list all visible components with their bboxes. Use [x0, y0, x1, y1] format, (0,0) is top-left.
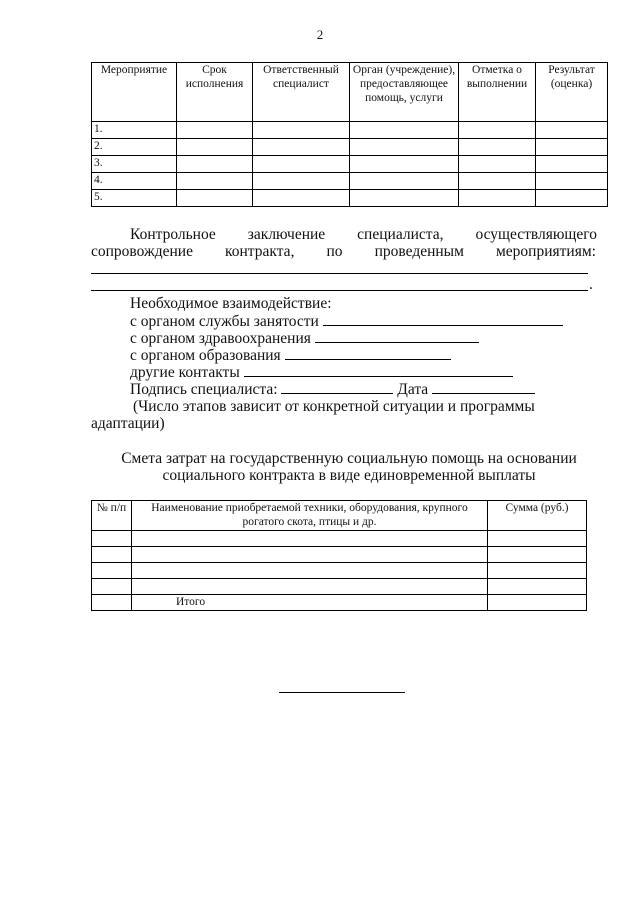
education-blank[interactable] — [285, 346, 451, 360]
header-number: № п/п — [92, 501, 132, 531]
estimate-header-row — [92, 501, 587, 531]
header-deadline: Срок исполнения — [177, 63, 253, 122]
row-number: 3. — [92, 156, 177, 173]
table-cell[interactable] — [132, 531, 488, 547]
header-activity: Мероприятие — [92, 63, 177, 122]
header-amount: Сумма (руб.) — [488, 501, 587, 531]
employment-row — [130, 312, 563, 330]
table-cell[interactable] — [177, 156, 253, 173]
table-row — [92, 139, 608, 156]
table-cell[interactable] — [350, 139, 459, 156]
conclusion-word: сопровождение — [91, 243, 193, 260]
page-number: 2 — [316, 27, 324, 42]
table-cell[interactable] — [459, 173, 536, 190]
header-item-name: Наименование приобретаемой техники, оборудования, крупного рогатого скота, птицы и др. — [132, 501, 488, 531]
table-cell[interactable] — [132, 547, 488, 563]
conclusion-word: по — [326, 243, 343, 260]
table-cell[interactable] — [177, 139, 253, 156]
conclusion-fill-line[interactable] — [91, 273, 588, 274]
estimate-title-line-2: социального контракта в виде единовременной выплаты — [162, 467, 536, 484]
signature-label: Подпись специалиста: — [130, 381, 278, 398]
table-cell[interactable] — [536, 139, 608, 156]
conclusion-word: заключение — [247, 226, 326, 243]
interaction-heading: Необходимое взаимодействие: — [130, 295, 332, 312]
table-cell[interactable] — [132, 579, 488, 595]
table-cell[interactable] — [253, 173, 350, 190]
other-contacts-blank[interactable] — [244, 363, 513, 377]
header-completion-mark: Отметка о выполнении — [459, 63, 536, 122]
table-cell[interactable] — [459, 122, 536, 139]
activities-table — [91, 62, 608, 207]
table-cell[interactable] — [488, 547, 587, 563]
table-cell[interactable] — [253, 156, 350, 173]
table-cell[interactable] — [350, 173, 459, 190]
employment-blank[interactable] — [323, 312, 563, 326]
total-row — [92, 595, 587, 611]
health-label: с органом здравоохранения — [130, 330, 311, 347]
activities-header-row — [92, 63, 608, 122]
conclusion-line-1 — [130, 226, 597, 243]
conclusion-word: специалиста, — [357, 226, 444, 243]
conclusion-word: контракта, — [225, 243, 295, 260]
signature-blank[interactable] — [281, 380, 393, 394]
other-contacts-row — [130, 363, 513, 381]
table-cell[interactable] — [132, 563, 488, 579]
conclusion-word: Контрольное — [130, 226, 216, 243]
table-row — [92, 579, 587, 595]
table-row — [92, 122, 608, 139]
conclusion-fill-line[interactable] — [91, 290, 588, 291]
table-cell[interactable] — [350, 190, 459, 207]
conclusion-line-2 — [91, 243, 596, 260]
total-amount-cell[interactable] — [488, 595, 587, 611]
conclusion-word: осуществляющего — [475, 226, 597, 243]
table-cell[interactable] — [253, 139, 350, 156]
table-cell[interactable] — [459, 156, 536, 173]
health-blank[interactable] — [315, 329, 479, 343]
table-row — [92, 173, 608, 190]
other-contacts-label: другие контакты — [130, 364, 240, 381]
table-cell[interactable] — [488, 531, 587, 547]
stages-note-line-2: адаптации) — [91, 415, 165, 432]
table-cell[interactable] — [253, 190, 350, 207]
header-result: Результат (оценка) — [536, 63, 608, 122]
estimate-table — [91, 500, 587, 611]
table-cell[interactable] — [488, 563, 587, 579]
header-responsible: Ответственный специалист — [253, 63, 350, 122]
table-cell[interactable] — [536, 156, 608, 173]
estimate-title-line-1: Смета затрат на государственную социальную помощь на основании — [121, 450, 577, 467]
header-organization: Орган (учреждение), предоставляющее помощь, услуги — [350, 63, 459, 122]
conclusion-word: проведенным — [374, 243, 464, 260]
table-row — [92, 563, 587, 579]
table-cell[interactable] — [92, 579, 132, 595]
table-cell[interactable] — [350, 156, 459, 173]
date-label: Дата — [397, 381, 429, 398]
table-cell[interactable] — [177, 173, 253, 190]
row-number: 1. — [92, 122, 177, 139]
table-cell[interactable] — [488, 579, 587, 595]
table-row — [92, 156, 608, 173]
table-row — [92, 547, 587, 563]
end-divider — [279, 692, 405, 693]
table-cell[interactable] — [459, 190, 536, 207]
table-cell[interactable] — [350, 122, 459, 139]
table-cell[interactable] — [536, 122, 608, 139]
row-number: 2. — [92, 139, 177, 156]
education-row — [130, 346, 451, 364]
table-cell[interactable] — [253, 122, 350, 139]
table-cell[interactable] — [92, 531, 132, 547]
table-cell[interactable] — [177, 190, 253, 207]
table-cell — [92, 595, 132, 611]
date-blank[interactable] — [432, 380, 535, 394]
row-number: 4. — [92, 173, 177, 190]
conclusion-word: мероприятиям: — [495, 243, 596, 260]
table-row — [92, 190, 608, 207]
health-row — [130, 329, 479, 347]
table-row — [92, 531, 587, 547]
signature-row — [130, 380, 535, 398]
table-cell[interactable] — [92, 547, 132, 563]
table-cell[interactable] — [177, 122, 253, 139]
education-label: с органом образования — [130, 347, 281, 364]
employment-label: с органом службы занятости — [130, 313, 319, 330]
table-cell[interactable] — [92, 563, 132, 579]
stages-note-line-1: (Число этапов зависит от конкретной ситуации и программы — [133, 398, 535, 415]
table-cell[interactable] — [459, 139, 536, 156]
table-cell[interactable] — [536, 173, 608, 190]
table-cell[interactable] — [536, 190, 608, 207]
total-label: Итого — [132, 595, 488, 611]
conclusion-end-mark: . — [589, 276, 593, 293]
row-number: 5. — [92, 190, 177, 207]
